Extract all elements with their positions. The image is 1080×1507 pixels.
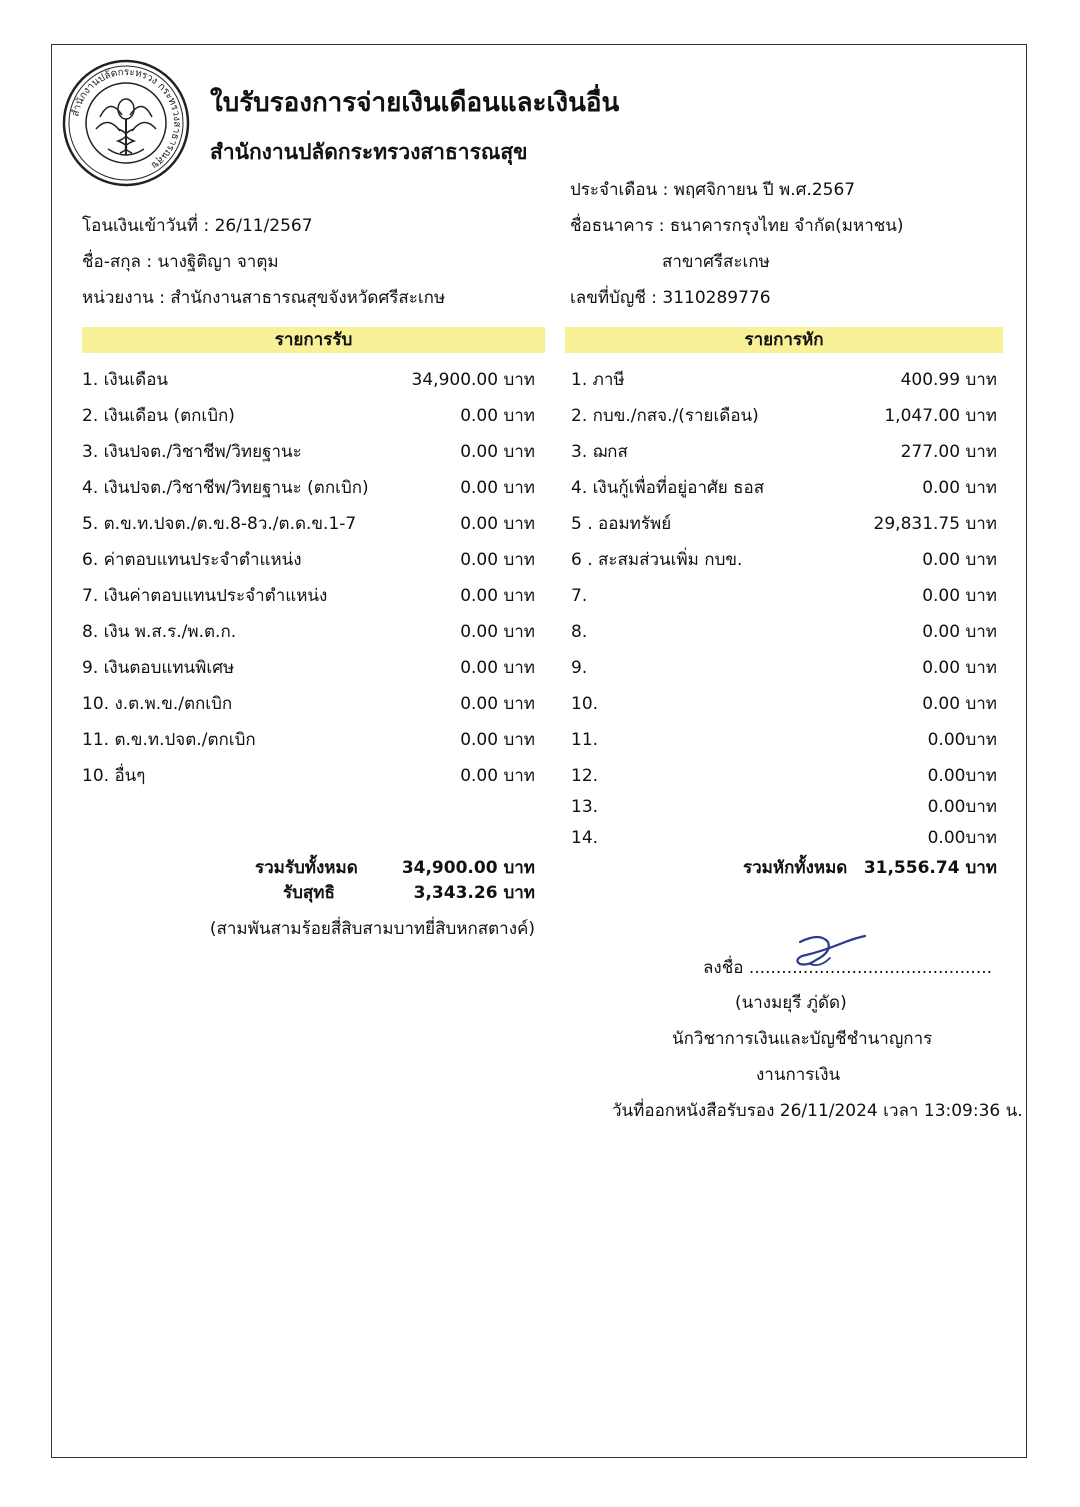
deduction-item-label: 12. [571,766,599,786]
deduction-item-label: 3. ฌกส [571,442,628,462]
deduction-item-label: 10. [571,694,599,714]
deduction-total-amount: 31,556.74 บาท [863,858,997,878]
signer-department: งานการเงิน [756,1065,841,1085]
transfer-date: โอนเงินเข้าวันที่ : 26/11/2567 [82,216,313,236]
income-item-amount: 0.00 บาท [460,586,535,606]
net-label: รับสุทธิ [283,883,335,903]
income-item-amount: 34,900.00 บาท [411,370,535,390]
signer-name: (นางมยุรี ภู่ดัด) [735,993,847,1013]
deduction-item-label: 11. [571,730,599,750]
deduction-item-label: 4. เงินกู้เพื่อที่อยู่อาศัย ธอส [571,478,765,498]
income-item-label: 9. เงินตอบแทนพิเศษ [82,658,235,678]
income-header: รายการรับ [82,327,545,353]
deduction-item-label: 9. [571,658,588,678]
signer-position: นักวิชาการเงินและบัญชีชำนาญการ [672,1029,933,1049]
deduction-item-amount: 0.00 บาท [922,550,997,570]
income-item-label: 5. ต.ข.ท.ปจต./ต.ข.8-8ว./ต.ด.ข.1-7 [82,514,357,534]
income-item-label: 3. เงินปจต./วิชาชีพ/วิทยฐานะ [82,442,302,462]
pay-month: ประจำเดือน : พฤศจิกายน ปี พ.ศ.2567 [570,180,856,200]
deduction-item-label: 6 . สะสมส่วนเพิ่ม กบข. [571,550,743,570]
deduction-item-amount: 1,047.00 บาท [884,406,997,426]
document-subtitle: สำนักงานปลัดกระทรวงสาธารณสุข [210,140,528,164]
seal-text: สำนักงานปลัดกระทรวง กระทรวงสาธารณสุข [70,66,183,171]
income-item-amount: 0.00 บาท [460,442,535,462]
deduction-item-amount: 400.99 บาท [900,370,997,390]
income-item-label: 10. อื่นๆ [82,766,146,786]
deduction-item-amount: 0.00 บาท [922,622,997,642]
income-item-amount: 0.00 บาท [460,694,535,714]
deduction-item-amount: 277.00 บาท [900,442,997,462]
net-amount: 3,343.26 บาท [413,883,535,903]
income-item-amount: 0.00 บาท [460,658,535,678]
deduction-item-amount: 0.00บาท [927,730,997,750]
work-unit: หน่วยงาน : สำนักงานสาธารณสุขจังหวัดศรีสะเกษ [82,288,446,308]
income-item-amount: 0.00 บาท [460,550,535,570]
deduction-item-amount: 0.00 บาท [922,658,997,678]
net-amount-words: (สามพันสามร้อยสี่สิบสามบาทยี่สิบหกสตางค์) [209,919,535,939]
deduction-item-amount: 0.00บาท [927,797,997,817]
income-total-label: รวมรับทั้งหมด [255,858,358,878]
income-item-label: 4. เงินปจต./วิชาชีพ/วิทยฐานะ (ตกเบิก) [82,478,369,498]
deduction-item-label: 5 . ออมทรัพย์ [571,514,672,534]
deduction-item-amount: 0.00บาท [927,828,997,848]
income-item-amount: 0.00 บาท [460,406,535,426]
deduction-item-amount: 0.00 บาท [922,586,997,606]
account-number: เลขที่บัญชี : 3110289776 [570,288,771,308]
income-item-label: 1. เงินเดือน [82,370,169,390]
income-item-amount: 0.00 บาท [460,478,535,498]
bank-branch: สาขาศรีสะเกษ [662,252,770,272]
deduction-item-amount: 0.00บาท [927,766,997,786]
income-item-label: 2. เงินเดือน (ตกเบิก) [82,406,235,426]
document-title: ใบรับรองการจ่ายเงินเดือนและเงินอื่น [210,88,620,118]
issue-datetime: วันที่ออกหนังสือรับรอง 26/11/2024 เวลา 13:09:36 น. [612,1101,1023,1121]
deduction-item-label: 1. ภาษี [571,370,625,390]
income-item-label: 8. เงิน พ.ส.ร./พ.ต.ก. [82,622,237,642]
bank-name: ชื่อธนาคาร : ธนาคารกรุงไทย จำกัด(มหาชน) [570,216,904,236]
deduction-item-label: 2. กบข./กสจ./(รายเดือน) [571,406,759,426]
deduction-item-label: 14. [571,828,599,848]
ministry-seal-icon [60,57,192,189]
deduction-item-label: 8. [571,622,588,642]
signature-line: ลงชื่อ ............................................. [703,958,993,978]
deduction-item-amount: 0.00 บาท [922,694,997,714]
deduction-item-label: 13. [571,797,599,817]
deduction-item-amount: 0.00 บาท [922,478,997,498]
income-item-amount: 0.00 บาท [460,514,535,534]
income-item-amount: 0.00 บาท [460,730,535,750]
income-item-label: 10. ง.ต.พ.ข./ตกเบิก [82,694,233,714]
income-item-amount: 0.00 บาท [460,766,535,786]
deduction-header: รายการหัก [565,327,1003,353]
deduction-item-label: 7. [571,586,588,606]
deduction-item-amount: 29,831.75 บาท [873,514,997,534]
deduction-total-label: รวมหักทั้งหมด [743,858,848,878]
income-item-label: 11. ต.ข.ท.ปจต./ตกเบิก [82,730,256,750]
employee-name: ชื่อ-สกุล : นางฐิติญา จาตุม [82,252,279,272]
income-item-label: 7. เงินค่าตอบแทนประจำตำแหน่ง [82,586,328,606]
income-item-label: 6. ค่าตอบแทนประจำตำแหน่ง [82,550,302,570]
income-total-amount: 34,900.00 บาท [401,858,535,878]
income-item-amount: 0.00 บาท [460,622,535,642]
